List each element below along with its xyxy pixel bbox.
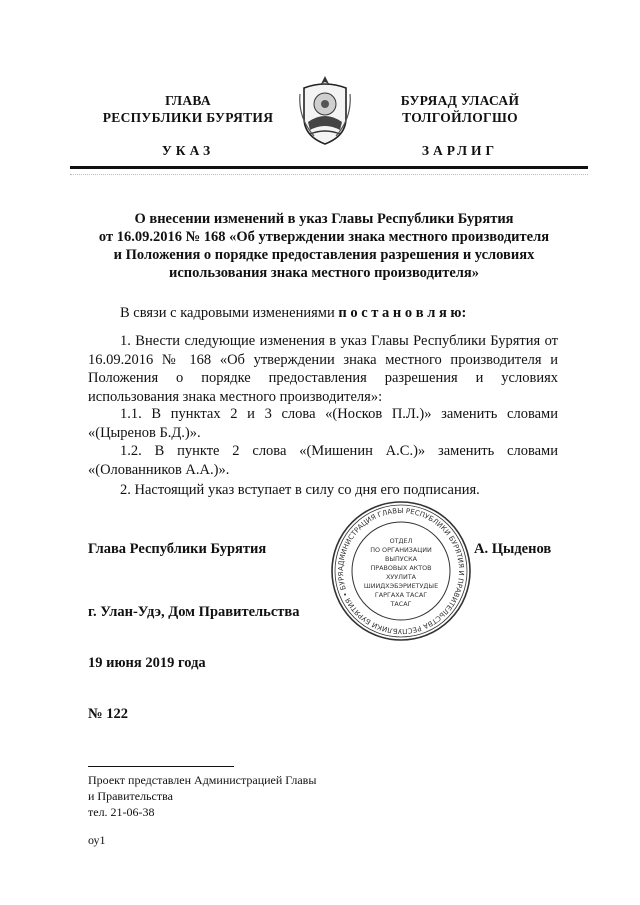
header-left-doc-type: УКАЗ bbox=[161, 143, 215, 158]
stamp-line8: ТАСАГ bbox=[390, 600, 412, 608]
signature-name: А. Цыденов bbox=[474, 541, 552, 557]
stamp-line6: ШИИДХЭБЭРИЕТУДЫЕ bbox=[363, 582, 439, 590]
document-title-line2: от 16.09.2016 № 168 «Об утверждении знака местного производителя bbox=[98, 229, 550, 245]
signature-position: Глава Республики Бурятия bbox=[88, 541, 267, 557]
preamble-decree-word: п о с т а н о в л я ю: bbox=[338, 305, 467, 321]
header-right-line2: ТОЛГОЙЛОГШО bbox=[402, 110, 518, 125]
place: г. Улан-Удэ, Дом Правительства bbox=[88, 604, 300, 620]
stamp-line7: ГАРГАХА ТАСАГ bbox=[374, 591, 428, 599]
footer-code: оу1 bbox=[88, 833, 106, 847]
document-title-line1: О внесении изменений в указ Главы Республики Бурятия bbox=[134, 211, 514, 227]
coat-of-arms-emblem bbox=[296, 74, 354, 148]
item-1-1: 1.1. В пунктах 2 и 3 слова «(Носков П.Л.)» заменить словами «(Цыренов Б.Д.)». bbox=[88, 406, 558, 441]
item-1: 1. Внести следующие изменения в указ Главы Республики Бурятия от 16.09.2016 № 168 «Об утверждении знака местного производителя и Положения о порядке предоставления разрешения и условиях использования знака местного производителя»: bbox=[88, 333, 558, 405]
header-left-line1: ГЛАВА bbox=[165, 93, 211, 108]
header-left-line2: РЕСПУБЛИКИ БУРЯТИЯ bbox=[102, 110, 274, 125]
stamp-line3: ВЫПУСКА bbox=[384, 555, 418, 563]
document-title-line3: и Положения о порядке предоставления разрешения и условиях bbox=[113, 247, 535, 263]
item-1-2: 1.2. В пункте 2 слова «(Мишенин А.С.)» заменить словами «(Олованников А.А.)». bbox=[88, 443, 558, 478]
document-number: № 122 bbox=[88, 706, 128, 722]
header-rule bbox=[70, 166, 588, 169]
preamble bbox=[88, 304, 558, 323]
preamble-text: В связи с кадровыми изменениями bbox=[120, 305, 339, 321]
stamp-line2: ПО ОРГАНИЗАЦИИ bbox=[370, 546, 432, 554]
stamp-ring-text: АДМИНИСТРАЦИЯ ГЛАВЫ РЕСПУБЛИКИ БУРЯТИЯ И ПРАВИТЕЛЬСТВА РЕСПУБЛИКИ БУРЯТИЯ • БУРЯ bbox=[336, 506, 466, 636]
official-stamp bbox=[330, 500, 472, 642]
footer-line3: тел. 21-06-38 bbox=[88, 805, 155, 819]
header-right-doc-type: ЗАРЛИГ bbox=[421, 143, 499, 158]
document-title-line4: использования знака местного производителя» bbox=[169, 265, 479, 281]
header-dotted-rule bbox=[70, 174, 588, 175]
stamp-line4: ПРАВОВЫХ АКТОВ bbox=[370, 564, 432, 572]
footer-line1: Проект представлен Администрацией Главы bbox=[88, 773, 317, 787]
stamp-line5: ХУУЛИТА bbox=[385, 573, 417, 581]
footer-rule bbox=[88, 766, 234, 767]
header-right-line1: БУРЯАД УЛАСАЙ bbox=[400, 93, 520, 108]
document-date: 19 июня 2019 года bbox=[88, 655, 206, 671]
footer-line2: и Правительства bbox=[88, 789, 173, 803]
stamp-line1: ОТДЕЛ bbox=[389, 537, 413, 545]
item-2: 2. Настоящий указ вступает в силу со дня его подписания. bbox=[120, 482, 480, 498]
